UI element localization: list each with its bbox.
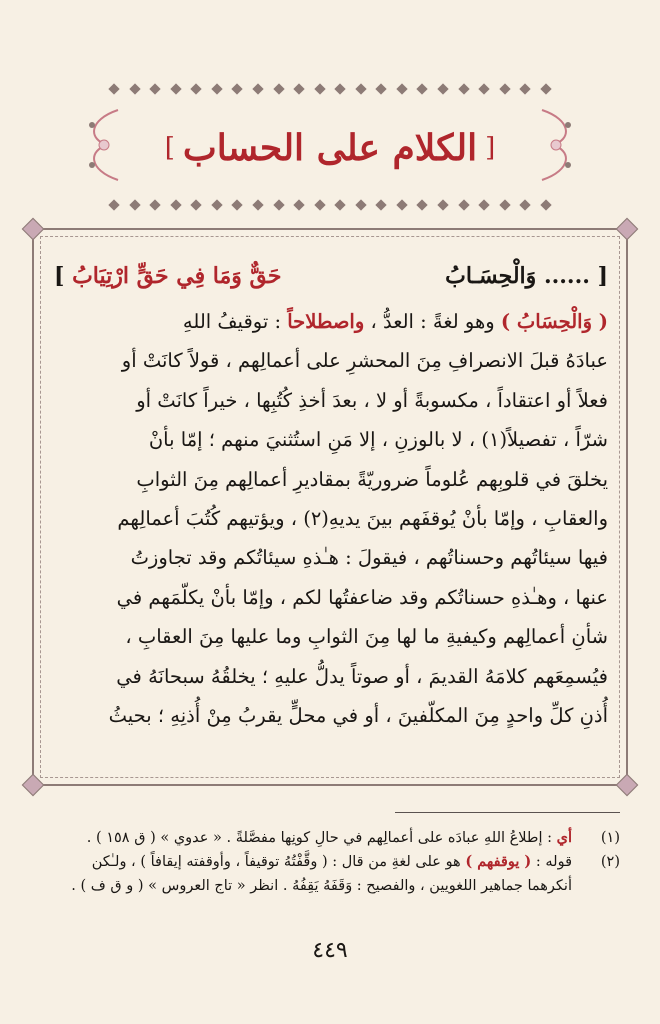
text-line: ( وَالْحِسَابُ ) وهو لغةً : العدُّ ، واصطلاحاً : توقيفُ اللهِ [182,310,608,333]
chapter-title: الكلام على الحساب [182,127,478,169]
verse-first-half: [ ...... وَالْحِسَـابُ [445,263,608,289]
text-line: فيها سيئاتُهم وحسناتُهم ، فيقولَ : هـٰذهِ سيئاتُكم وقد تجاوزتُ [130,546,608,570]
text-line: والعقابِ ، وإمّا بأنْ يُوقفَهم بينَ يديهِ(٢) ، ويؤتيهم كُتُبَ أعمالِهم [117,507,608,531]
page-number: ٤٤٩ [312,938,348,963]
text-line: أُذنِ كلِّ واحدٍ مِنَ المكلّفينَ ، أو في محلٍّ يقربُ مِنْ أُذنِهِ ؛ بحيثُ [108,704,608,728]
top-ornament-row [110,82,550,96]
footnote-number: (٢) [600,854,620,870]
text-line: عنها ، وهـٰذهِ حسناتُكم وقد ضاعفتُها لكم ، وإمّا بأنْ يكلّمَهم في [116,585,608,609]
title-bracket-close: ] [164,133,175,163]
footnote-1: (١)أي : إطلاعُ اللهِ عبادَه على أعمالِهم في حالِ كونِها مفصَّلةً . « عدوي » ( ق ١٥٨ ) . [36,826,620,850]
bottom-ornament-row [110,198,550,212]
text-line: يخلقَ في قلوبِهم عُلوماً ضروريّةً بمقاديرِ أعمالِهم مِنَ الثوابِ [136,467,608,491]
text-line: شرّاً ، تفصيلاً(١) ، لا بالوزنِ ، إلا مَنِ استُثنيَ منهم ؛ إمّا بأنْ [148,428,608,452]
footnote-2: (٢)قوله : ( يوقفهم ) هو على لغةِ من قال : ( وقَّفْتُهُ توقيفاً ، وأوقفته إيقافاً ) ، ولـٰكن [36,850,620,874]
verse-second-half: حَقٌّ وَمَا فِي حَقٍّ ارْتِيَابُ ] [54,263,282,289]
footnotes [36,826,620,898]
flourish-left-ornament [78,105,124,185]
main-content [54,258,608,735]
text-line: عبادَهُ قبلَ الانصرافِ مِنَ المحشرِ على أعمالِهم ، قولاً كانَتْ أو [121,349,608,373]
text-line: فيُسمِعَهم كلامَهُ القديمَ ، أو صوتاً يدلُّ عليهِ ؛ يخلقُهُ سبحانَهُ في [116,664,608,688]
footnote-number: (١) [600,830,620,846]
footnote-divider [395,812,620,813]
title-bracket-open: [ [485,133,496,163]
chapter-title-banner [150,118,510,178]
text-line: فعلاً أو اعتقاداً ، مكسوبةً أو لا ، بعدَ أخذِ كُتُبِها ، خيراً كانَتْ أو [136,388,608,412]
commentary-text [54,302,608,735]
flourish-right-ornament [536,105,582,185]
footnote-2-continuation: أنكرهما جماهير اللغويين ، والفصيح : وَقَفَهُ يَقِفُهُ . انظر « تاج العروس » ( و ق ف ) . [71,878,572,894]
poem-verse [54,258,608,294]
text-line: شأنِ أعمالِهم وكيفيةِ ما لها مِنَ الثوابِ وما عليها مِنَ العقابِ ، [125,625,608,649]
